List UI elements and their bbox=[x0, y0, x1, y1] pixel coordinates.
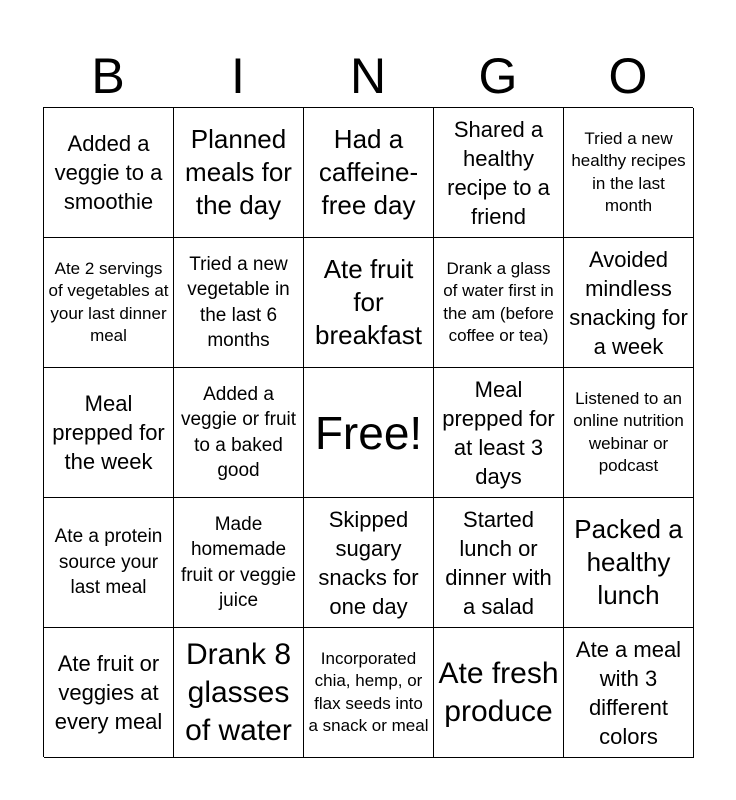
cell-text: Had a caffeine-free day bbox=[318, 124, 419, 220]
cell-text: Added a veggie to a smoothie bbox=[54, 131, 163, 214]
bingo-cell[interactable] bbox=[304, 628, 434, 758]
cell-text: Listened to an online nutrition webinar or podcast bbox=[573, 388, 684, 475]
cell-text: Drank a glass of water first in the am (before coffee or tea) bbox=[443, 258, 554, 345]
bingo-cell[interactable] bbox=[304, 238, 434, 368]
cell-text: Packed a healthy lunch bbox=[574, 514, 683, 610]
bingo-cell[interactable] bbox=[564, 238, 694, 368]
bingo-cell[interactable] bbox=[174, 628, 304, 758]
bingo-cell[interactable] bbox=[434, 368, 564, 498]
bingo-cell[interactable] bbox=[174, 108, 304, 238]
cell-text: Ate fruit for breakfast bbox=[315, 254, 422, 350]
cell-text: Avoided mindless snacking for a week bbox=[569, 246, 688, 359]
cell-text: Shared a healthy recipe to a friend bbox=[447, 116, 550, 229]
cell-text: Ate fruit or veggies at every meal bbox=[54, 651, 163, 734]
header-letter-i: I bbox=[231, 48, 245, 104]
cell-text: Ate fresh produce bbox=[438, 656, 559, 728]
cell-text: Ate 2 servings of vegetables at your last dinner meal bbox=[48, 258, 169, 345]
bingo-cell[interactable] bbox=[434, 628, 564, 758]
free-space-cell[interactable] bbox=[304, 368, 434, 498]
cell-text: Tried a new vegetable in the last 6 months bbox=[187, 253, 290, 351]
bingo-cell[interactable] bbox=[564, 368, 694, 498]
bingo-board bbox=[43, 107, 693, 757]
header-letter-b: B bbox=[91, 48, 125, 104]
bingo-cell[interactable] bbox=[44, 628, 174, 758]
cell-text: Added a veggie or fruit to a baked good bbox=[180, 383, 297, 481]
cell-text: Meal prepped for at least 3 days bbox=[442, 376, 555, 489]
bingo-header bbox=[43, 42, 693, 108]
cell-text: Ate a protein source your last meal bbox=[54, 526, 163, 599]
bingo-cell[interactable] bbox=[564, 498, 694, 628]
bingo-cell[interactable] bbox=[564, 108, 694, 238]
cell-text: Ate a meal with 3 different colors bbox=[575, 636, 682, 749]
cell-text: Incorporated chia, hemp, or flax seeds into a snack or meal bbox=[308, 648, 429, 735]
bingo-cell[interactable] bbox=[44, 498, 174, 628]
free-space-text: Free! bbox=[314, 406, 423, 459]
bingo-cell[interactable] bbox=[44, 368, 174, 498]
bingo-cell[interactable] bbox=[44, 238, 174, 368]
bingo-cell[interactable] bbox=[174, 368, 304, 498]
bingo-cell[interactable] bbox=[564, 628, 694, 758]
cell-text: Made homemade fruit or veggie juice bbox=[180, 513, 297, 611]
cell-text: Skipped sugary snacks for one day bbox=[318, 506, 419, 619]
cell-text: Drank 8 glasses of water bbox=[185, 637, 292, 747]
bingo-cell[interactable] bbox=[174, 238, 304, 368]
bingo-cell[interactable] bbox=[434, 238, 564, 368]
header-letter-n: N bbox=[349, 48, 387, 104]
cell-text: Tried a new healthy recipes in the last month bbox=[571, 128, 686, 215]
header-letter-g: G bbox=[478, 48, 518, 104]
cell-text: Meal prepped for the week bbox=[52, 391, 165, 474]
cell-text: Planned meals for the day bbox=[185, 124, 292, 220]
bingo-cell[interactable] bbox=[304, 108, 434, 238]
bingo-cell[interactable] bbox=[304, 498, 434, 628]
bingo-cell[interactable] bbox=[434, 498, 564, 628]
bingo-cell[interactable] bbox=[174, 498, 304, 628]
header-letter-o: O bbox=[608, 48, 648, 104]
cell-text: Started lunch or dinner with a salad bbox=[445, 506, 552, 619]
bingo-cell[interactable] bbox=[434, 108, 564, 238]
bingo-cell[interactable] bbox=[44, 108, 174, 238]
